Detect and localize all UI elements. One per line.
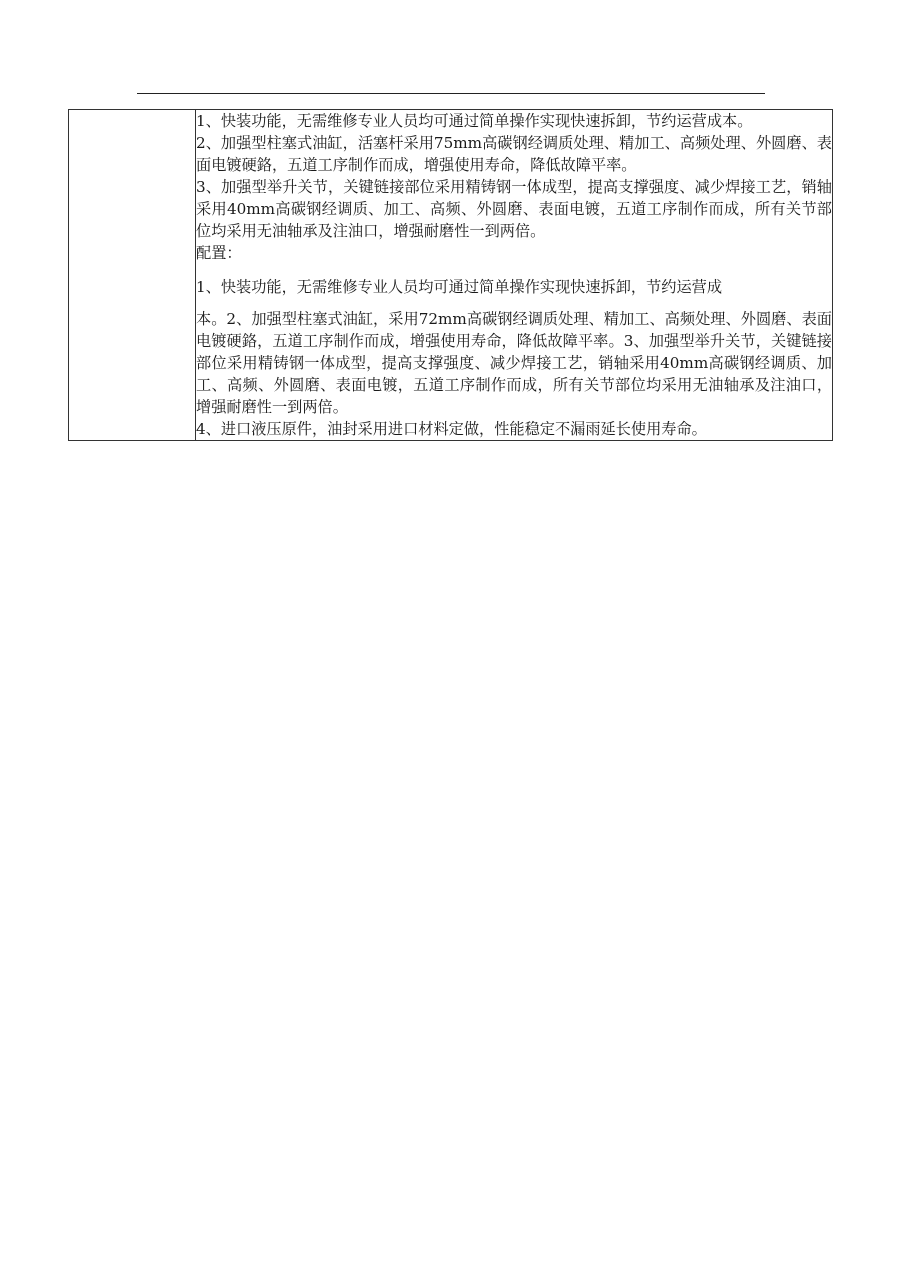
header-rule: [137, 93, 765, 94]
config-last: 4、进口液压原件，油封采用进口材料定做，性能稳定不漏雨延长使用寿命。: [196, 420, 707, 438]
feature-paragraph-3: 3、加强型举升关节，关键链接部位采用精铸钢一体成型，提高支撑强度、减少焊接工艺，销轴采用40mm高碳钢经调质、加工、高频、外圆磨、表面电镀，五道工序制作而成，所有关节部位均采用无油轴承及注油口，增强耐磨性一到两倍。: [196, 178, 832, 240]
config-heading: 配置：: [196, 244, 242, 262]
label-cell: [69, 110, 196, 441]
feature-paragraph-1: 1、快装功能，无需维修专业人员均可通过简单操作实现快速拆卸，节约运营成本。: [196, 112, 753, 130]
config-text: 本。2、加强型柱塞式油缸，采用72mm高碳钢经调质处理、精加工、高频处理、外圆磨、表面电镀硬鉻，五道工序制作而成，增强使用寿命，降低故障平率。3、加强型举升关节，关键链接部位采用精铸钢一体成型，提高支撑强度、减少焊接工艺，销轴采用40mm高碳钢经调质、加工、高频、外圆磨、表面电镀，五道工序制作而成，所有关节部位均采用无油轴承及注油口，增强耐磨性一到两倍。: [196, 310, 832, 416]
table-row: [69, 110, 833, 441]
content-cell: [196, 110, 833, 441]
config-block: [196, 272, 832, 440]
feature-paragraph-2: 2、加强型柱塞式油缸，活塞杆采用75mm高碳钢经调质处理、精加工、高频处理、外圆磨、表面电镀硬鉻，五道工序制作而成，增强使用寿命，降低故障平率。: [196, 134, 832, 174]
spec-table: [68, 109, 833, 441]
config-first-line: 1、快装功能，无需维修专业人员均可通过简单操作实现快速拆卸，节约运营成: [196, 278, 723, 296]
